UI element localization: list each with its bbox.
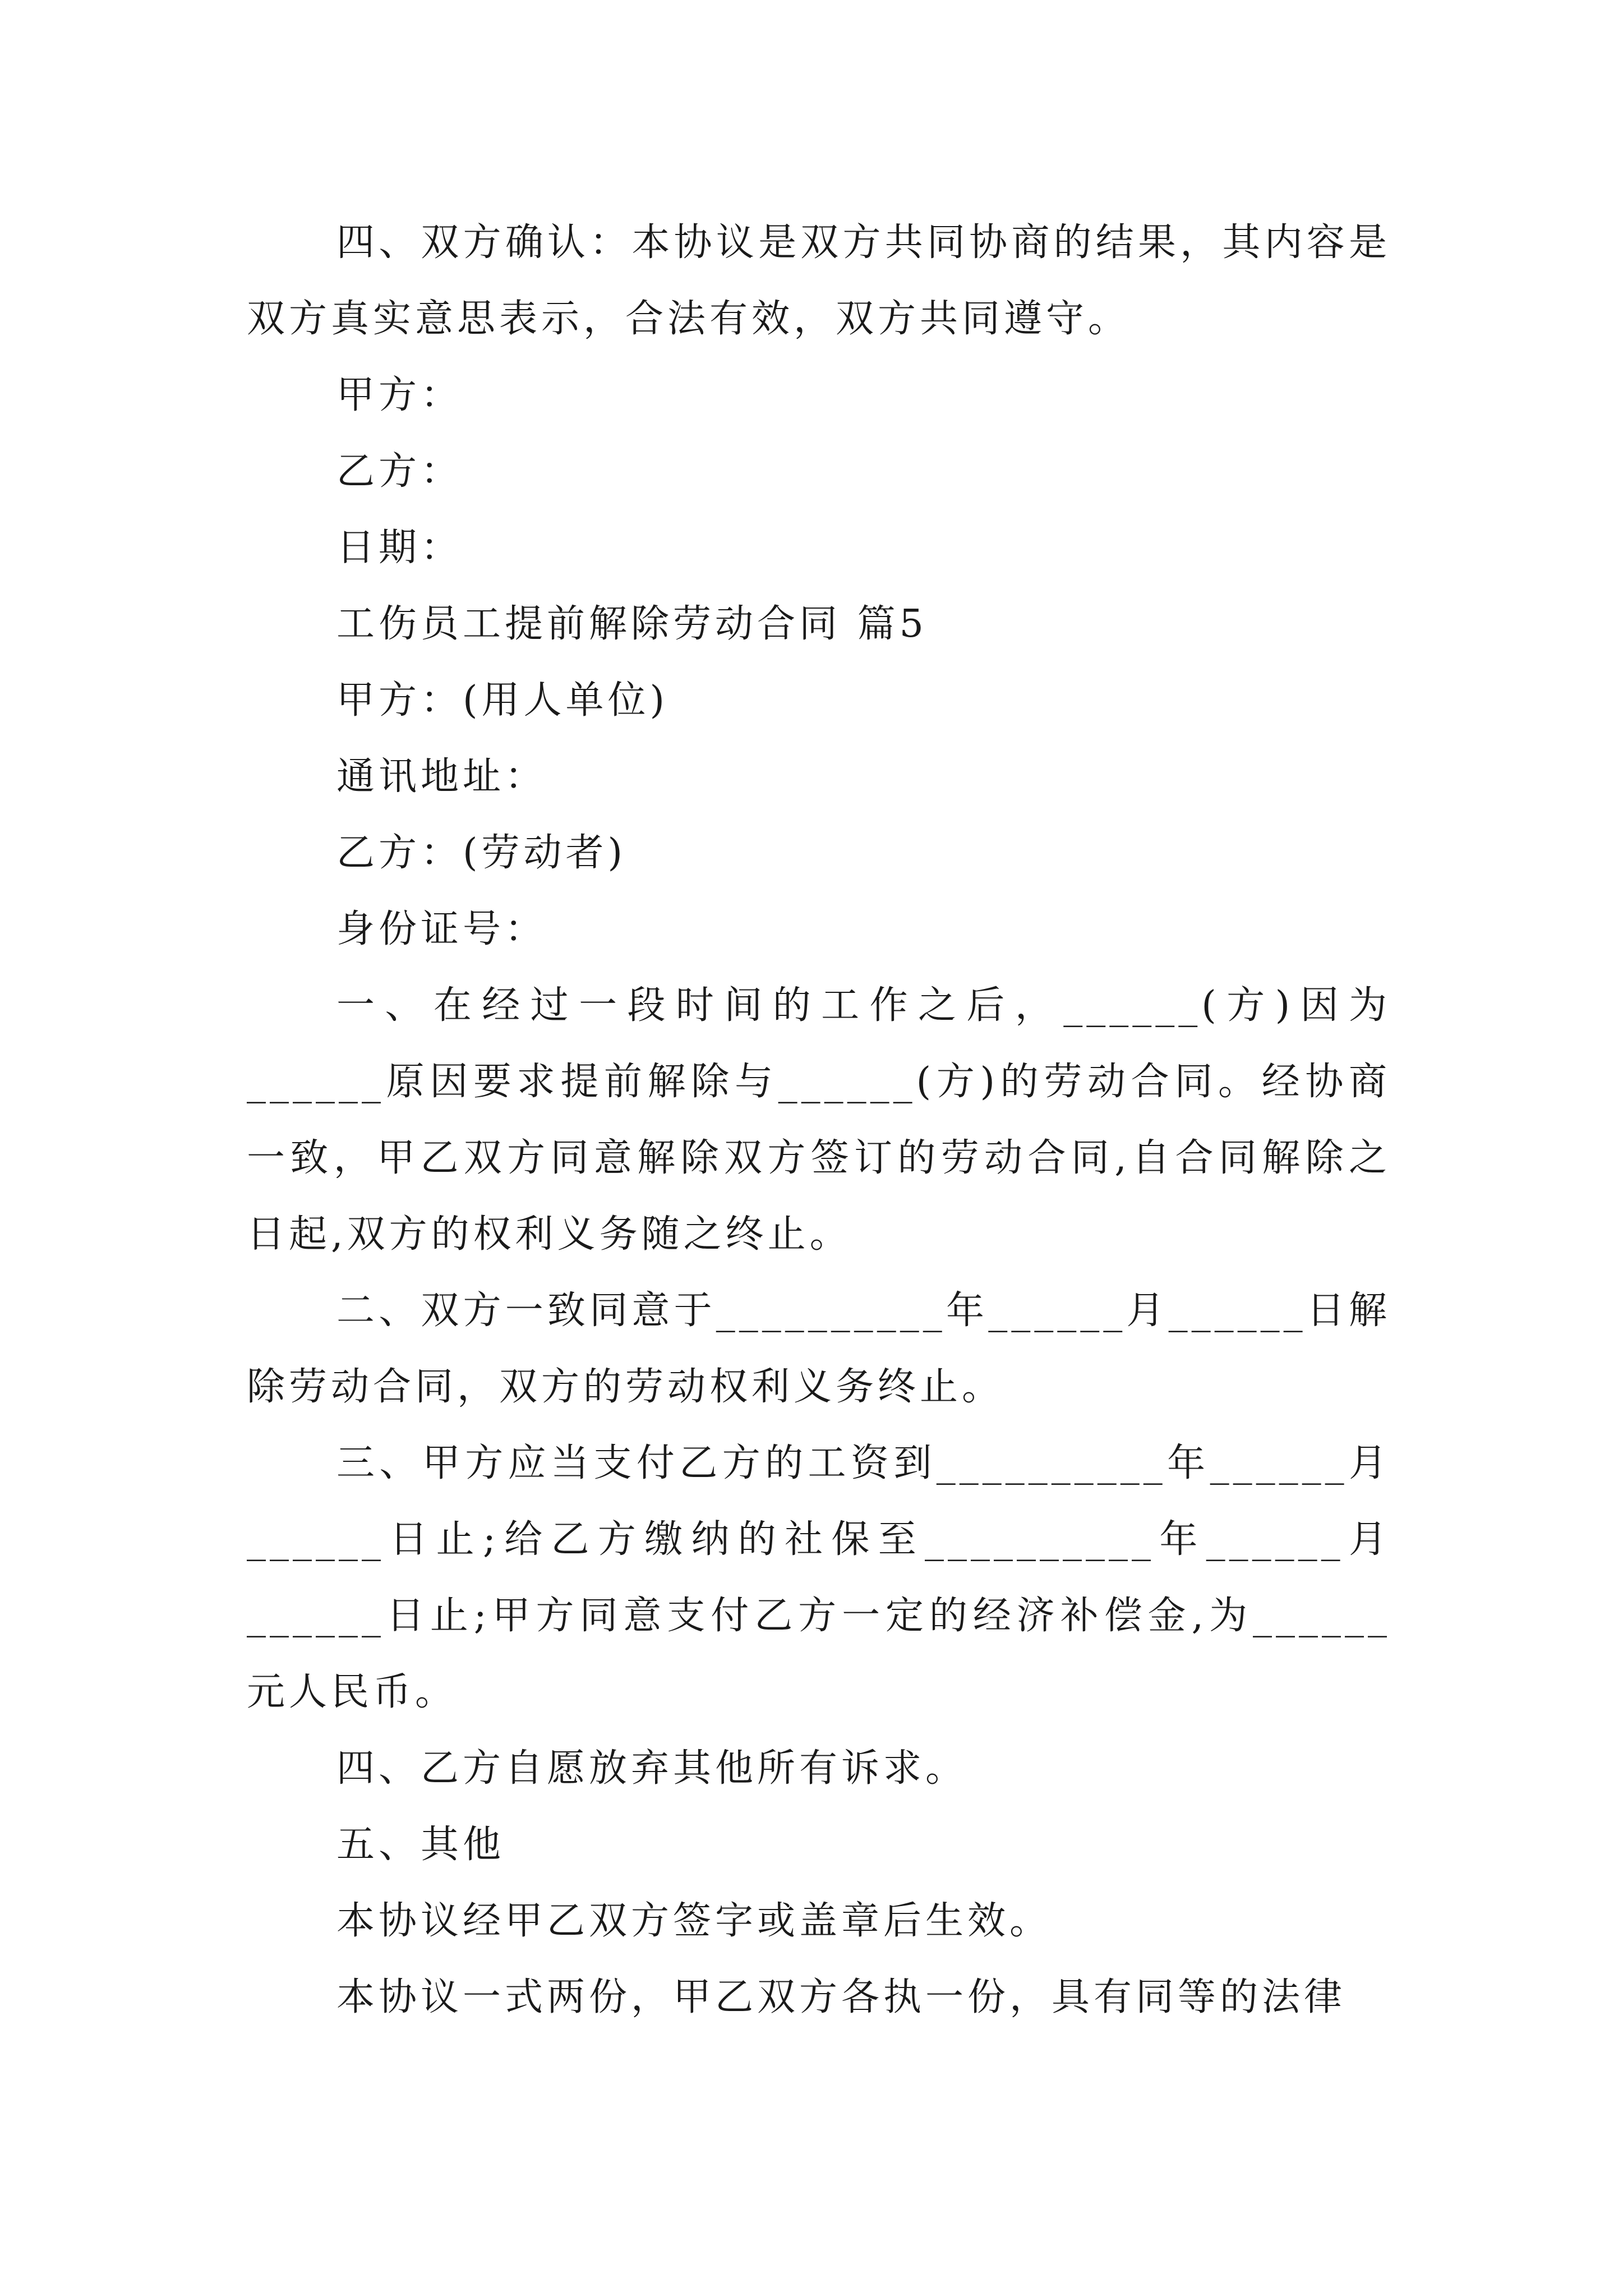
paragraph-id-number: 身份证号： [336, 907, 547, 951]
paragraph-address: 通讯地址： [336, 754, 547, 799]
paragraph-clause-5: 五、其他 [336, 1823, 505, 1867]
section-heading: 工伤员工提前解除劳动合同 篇5 [336, 602, 928, 646]
paragraph-party-b-sign: 乙方： [336, 449, 463, 494]
paragraph-clause-2: 二、双方一致同意于__________年______月______日解除劳动合同，双方的劳动权利义务终止。 [247, 1289, 1391, 1409]
paragraph-clause-4: 四、乙方自愿放弃其他所有诉求。 [336, 1746, 968, 1791]
paragraph-copies: 本协议一式两份，甲乙双方各执一份，具有同等的法律 [336, 1975, 1347, 2019]
document-body [247, 205, 1391, 2036]
paragraph-date: 日期： [336, 526, 463, 570]
paragraph-clause-3: 三、甲方应当支付乙方的工资到__________年______月______日止;给乙方缴纳的社保至__________年______月______日止;甲方同意支付乙方一定的经济补偿金,为______元人民币。 [247, 1441, 1391, 1714]
paragraph-party-b: 乙方：(劳动者) [336, 831, 627, 875]
paragraph-party-a-sign: 甲方： [336, 373, 463, 417]
paragraph-clause-1: 一、在经过一段时间的工作之后，______(方)因为______原因要求提前解除与______(方)的劳动合同。经协商一致，甲乙双方同意解除双方签订的劳动合同,自合同解除之日起,双方的权利义务随之终止。 [247, 983, 1391, 1257]
paragraph-party-a: 甲方：(用人单位) [336, 678, 669, 723]
paragraph-effective: 本协议经甲乙双方签字或盖章后生效。 [336, 1899, 1052, 1943]
paragraph-confirmation: 四、双方确认：本协议是双方共同协商的结果，其内容是双方真实意思表示，合法有效，双方共同遵守。 [247, 220, 1391, 341]
